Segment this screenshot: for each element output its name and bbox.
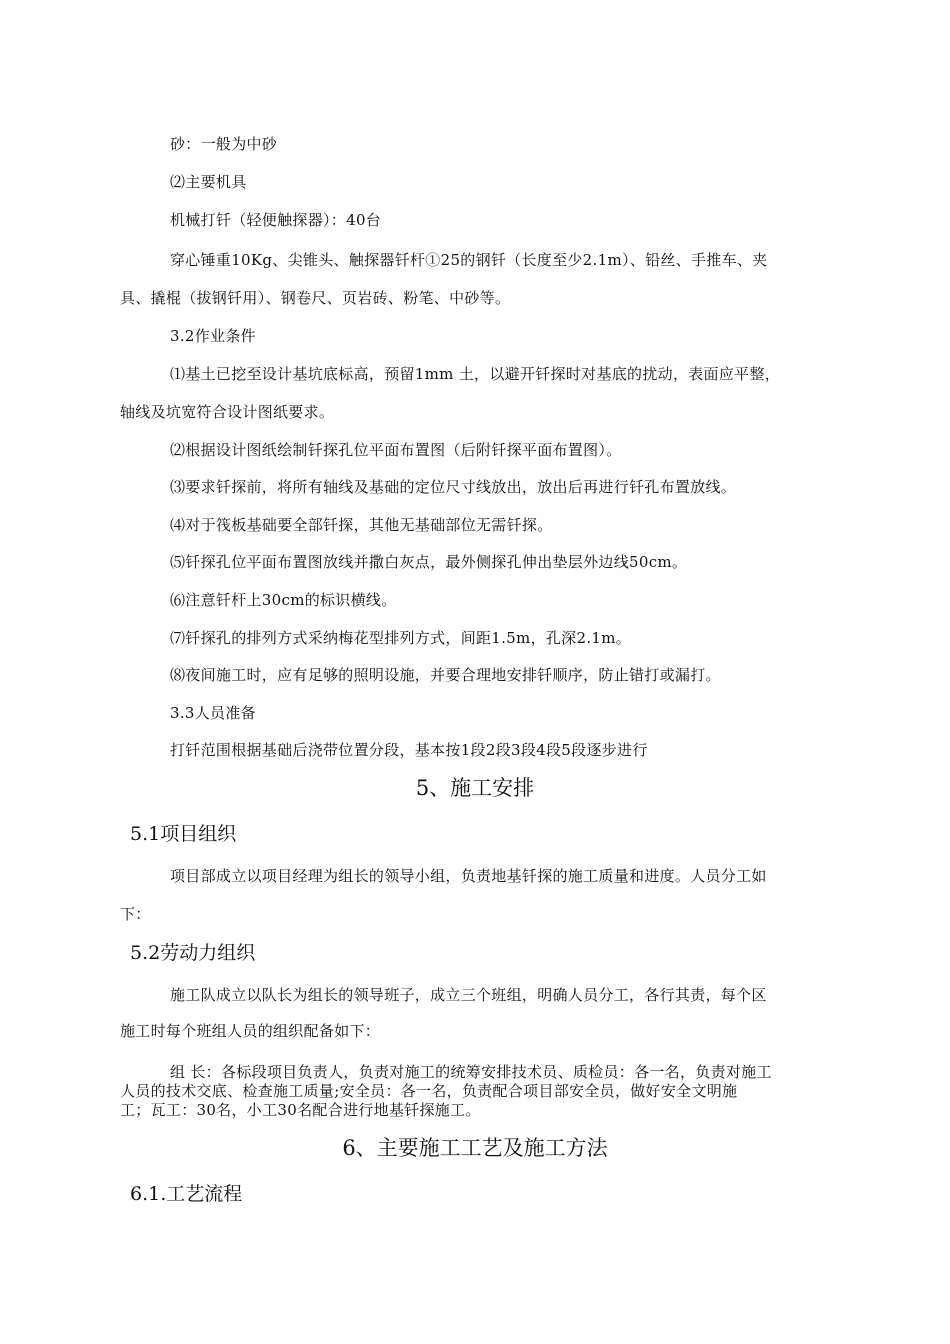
condition-1-line-2: 轴线及坑宽符合设计图纸要求。: [120, 403, 335, 421]
section-6-1-title: 6.1.工艺流程: [130, 1183, 243, 1205]
section-3-3-heading: 3.3人员准备: [170, 704, 256, 722]
roles-line-1: 组 长：各标段项目负责人，负责对施工的统筹安排技术员、质检员：各一名，负责对施工: [170, 1063, 772, 1081]
machine-probe-line: 机械打钎（轻便触探器）：40台: [170, 211, 382, 229]
roles-line-2: 人员的技术交底、检查施工质量;安全员：各一名，负责配合项目部安全员，做好安全文明施: [120, 1082, 738, 1100]
section-5-1-line-2: 下：: [120, 905, 151, 923]
tools-line-2: 具、撬棍（拔钢钎用）、钢卷尺、页岩砖、粉笔、中砂等。: [120, 289, 511, 307]
sand-line: 砂：一般为中砂: [170, 135, 278, 153]
condition-1-line-1: ⑴基土已挖至设计基坑底标高，预留1mm 土，以避开钎探时对基底的扰动，表面应平整，: [170, 365, 781, 383]
condition-2: ⑵根据设计图纸绘制钎探孔位平面布置图（后附钎探平面布置图）。: [170, 441, 622, 459]
chapter-5-title: 5、施工安排: [415, 776, 535, 800]
section-5-2-line-2: 施工时每个班组人员的组织配备如下：: [120, 1022, 381, 1040]
chapter-6-title: 6、主要施工工艺及施工方法: [342, 1136, 608, 1160]
condition-6: ⑹注意钎杆上30cm的标识横线。: [170, 591, 397, 609]
section-5-2-line-1: 施工队成立以队长为组长的领导班子，成立三个班组，明确人员分工，各行其责，每个区: [170, 986, 767, 1004]
section-5-1-line-1: 项目部成立以项目经理为组长的领导小组，负责地基钎探的施工质量和进度。人员分工如: [170, 867, 767, 885]
section-5-2-title: 5.2劳动力组织: [130, 942, 256, 964]
main-machines-heading: ⑵主要机具: [170, 173, 247, 191]
section-5-1-title: 5.1项目组织: [130, 823, 237, 845]
condition-4: ⑷对于筏板基础要全部钎探，其他无基础部位无需钎探。: [170, 516, 553, 534]
tools-line-1: 穿心锤重10Kg、尖锥头、触探器钎杆①25的钢钎（长度至少2.1m）、铅丝、手推车、夹: [170, 251, 768, 269]
condition-3: ⑶要求钎探前，将所有轴线及基础的定位尺寸线放出，放出后再进行钎孔布置放线。: [170, 478, 737, 496]
condition-5: ⑸钎探孔位平面布置图放线并撒白灰点，最外侧探孔伸出垫层外边线50cm。: [170, 553, 688, 571]
condition-7: ⑺钎探孔的排列方式采纳梅花型排列方式，间距1.5m，孔深2.1m。: [170, 629, 632, 647]
roles-line-3: 工；瓦工：30名，小工30名配合进行地基钎探施工。: [120, 1101, 481, 1119]
staff-prep-line: 打钎范围根据基础后浇带位置分段，基本按1段2段3段4段5段逐步进行: [170, 741, 648, 759]
condition-8: ⑻夜间施工时，应有足够的照明设施，并要合理地安排钎顺序，防止错打或漏打。: [170, 666, 721, 684]
section-3-2-heading: 3.2作业条件: [170, 327, 256, 345]
